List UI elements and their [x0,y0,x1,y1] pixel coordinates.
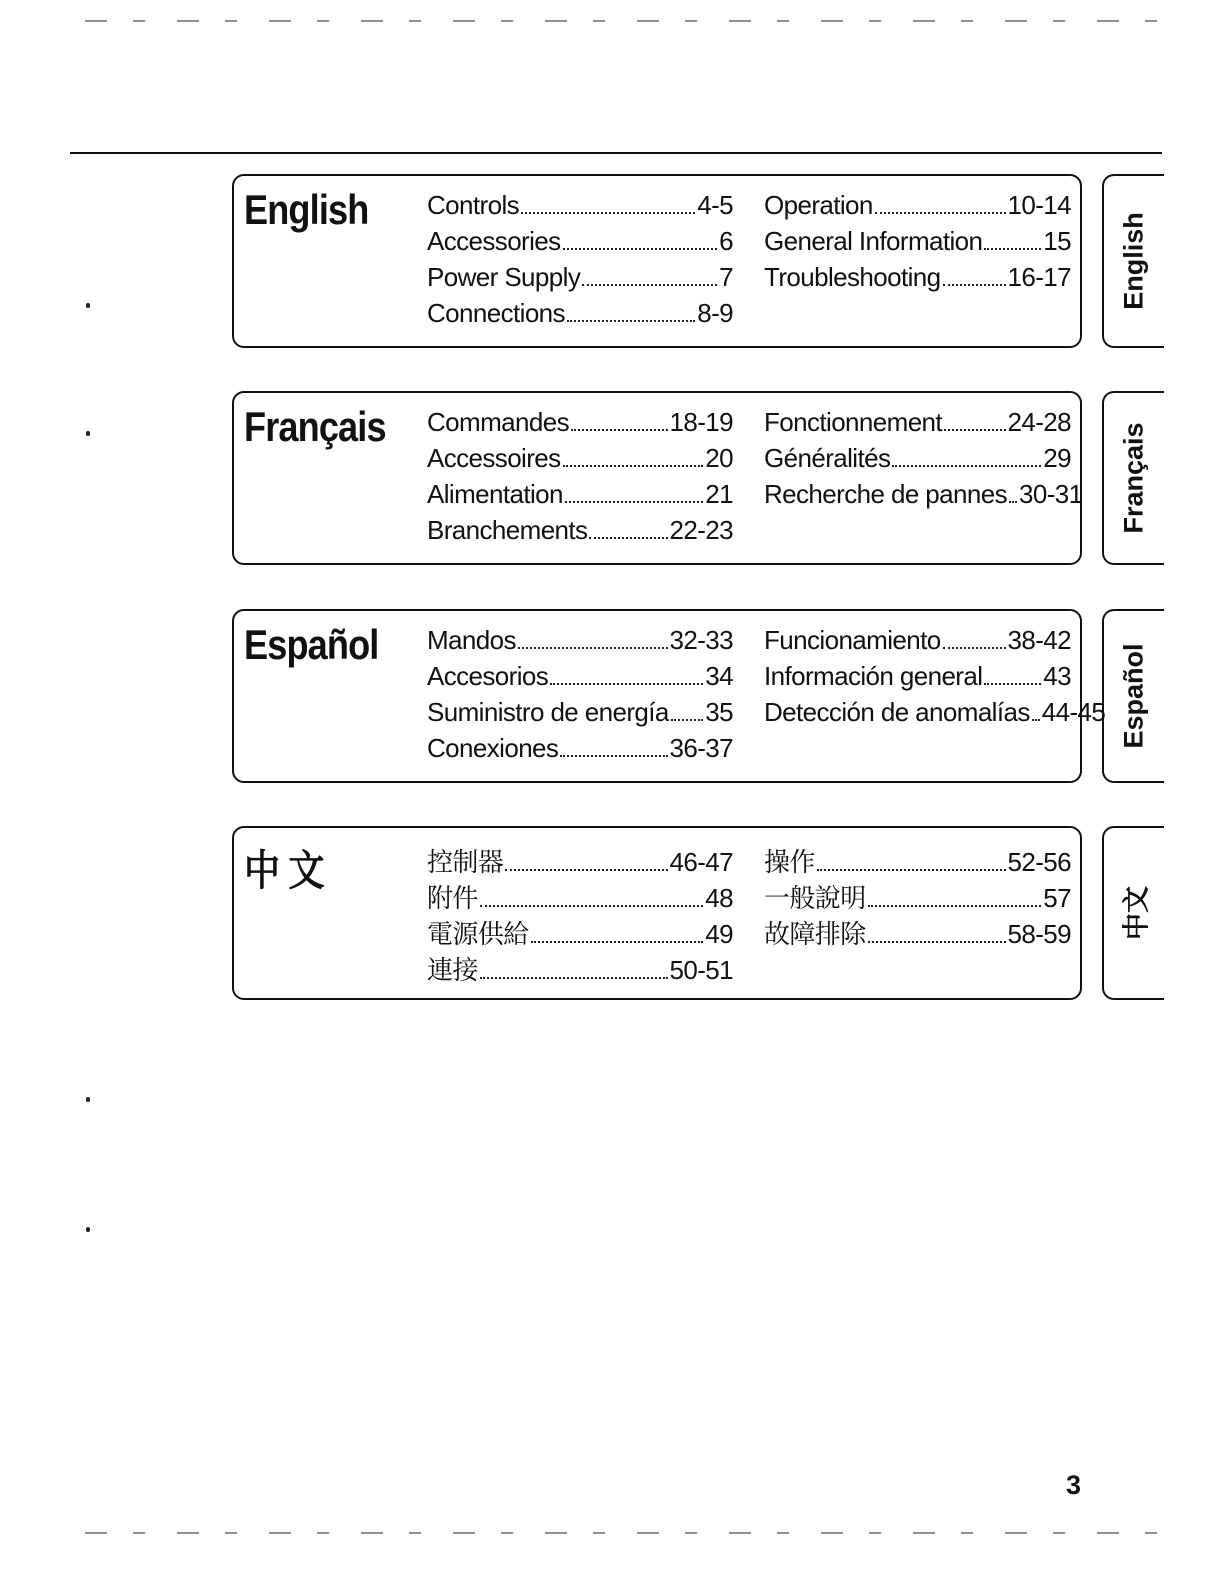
toc-entry[interactable] [764,878,1071,914]
language-tab-english[interactable] [1102,174,1164,348]
toc-section-english [232,174,1082,348]
entry-pages: 22-23 [669,515,733,545]
tab-label: 中文 [1121,886,1152,940]
entry-pages: 7 [719,262,733,292]
toc-entry[interactable] [427,262,733,298]
entry-label: Accessories [427,226,561,256]
toc-entry[interactable] [427,298,733,334]
toc-entry[interactable] [764,443,1071,479]
toc-entry[interactable] [427,407,733,443]
dot-leader [565,501,703,503]
dot-leader [868,941,1006,943]
scan-speck [86,303,90,308]
entry-pages: 16-17 [1007,262,1071,292]
entry-label: 控制器 [427,847,504,877]
dot-leader [521,212,695,214]
entry-label: Conexiones [427,733,559,763]
dot-leader [531,941,704,943]
toc-entry[interactable] [427,661,733,697]
entry-pages: 15 [1043,226,1071,256]
dot-leader [943,647,1006,649]
entry-label: Información general [764,661,983,691]
entry-pages: 21 [705,479,733,509]
entry-pages: 6 [719,226,733,256]
entry-pages: 52-56 [1007,847,1071,877]
tab-label: English [1118,212,1149,310]
toc-entry[interactable] [427,733,733,769]
entry-label: Power Supply [427,262,581,292]
toc-entry[interactable] [764,407,1071,443]
toc-column-right [764,407,1083,515]
entry-label: Alimentation [427,479,563,509]
scan-speck [86,431,90,436]
toc-entry[interactable] [764,262,1071,298]
entry-pages: 4-5 [697,190,733,220]
dot-leader [563,465,704,467]
toc-entry[interactable] [764,625,1071,661]
dot-leader [984,683,1041,685]
entry-label: Troubleshooting [764,262,941,292]
toc-entry[interactable] [427,842,733,878]
bottom-scan-dashes [85,1532,1160,1534]
entry-label: Accesorios [427,661,549,691]
entry-label: Connections [427,298,565,328]
entry-label: Operation [764,190,873,220]
top-scan-dashes [85,20,1160,22]
scan-speck [86,1227,90,1232]
section-title: English [244,186,369,233]
entry-pages: 49 [705,919,733,949]
section-title: Français [244,403,386,450]
dot-leader [817,869,1006,871]
entry-pages: 30-31 [1019,479,1083,509]
entry-label: Commandes [427,407,569,437]
entry-label: Mandos [427,625,516,655]
toc-column-left [427,842,733,986]
entry-pages: 38-42 [1007,625,1071,655]
entry-pages: 44-45 [1041,697,1106,727]
language-tab-espanol[interactable] [1102,609,1164,783]
entry-pages: 50-51 [669,955,733,985]
dot-leader [875,212,1006,214]
entry-label: Branchements [427,515,588,545]
section-title: Español [244,621,379,668]
scan-speck [86,1097,90,1102]
toc-entry[interactable] [427,226,733,262]
page-number: 3 [1066,1470,1082,1500]
dot-leader [550,683,703,685]
toc-section-chinese [232,826,1082,1000]
entry-pages: 57 [1043,883,1071,913]
dot-leader [1009,501,1017,503]
entry-pages: 58-59 [1007,919,1071,949]
entry-label: 連接 [427,955,478,985]
entry-pages: 46-47 [669,847,733,877]
toc-section-francais [232,391,1082,565]
entry-label: 附件 [427,883,478,913]
language-tab-francais[interactable] [1102,391,1164,565]
toc-entry[interactable] [764,697,1106,733]
entry-label: 一般說明 [764,883,866,913]
entry-label: Accessoires [427,443,561,473]
toc-column-left [427,625,733,769]
toc-entry[interactable] [427,625,733,661]
toc-entry[interactable] [427,190,733,226]
tab-label: Français [1118,422,1149,534]
dot-leader [480,905,703,907]
header-rule [70,152,1162,154]
toc-entry[interactable] [427,914,733,950]
entry-pages: 48 [705,883,733,913]
entry-pages: 36-37 [669,733,733,763]
dot-leader [1032,719,1040,721]
toc-entry[interactable] [764,842,1071,878]
entry-pages: 43 [1043,661,1071,691]
entry-label: 電源供給 [427,919,529,949]
entry-pages: 24-28 [1007,407,1071,437]
toc-entry[interactable] [427,697,733,733]
toc-entry[interactable] [764,914,1071,950]
entry-label: Suministro de energía [427,697,669,727]
dot-leader [560,755,667,757]
entry-label: Detección de anomalías [764,697,1030,727]
entry-label: Controls [427,190,520,220]
entry-pages: 35 [705,697,733,727]
toc-column-right [764,842,1071,950]
tab-label: Español [1118,643,1149,749]
entry-pages: 29 [1043,443,1071,473]
dot-leader [563,248,718,250]
entry-pages: 10-14 [1007,190,1071,220]
toc-section-espanol [232,609,1106,783]
toc-entry[interactable] [764,226,1071,262]
entry-pages: 18-19 [669,407,733,437]
dot-leader [868,905,1042,907]
toc-column-right [764,625,1106,733]
dot-leader [505,869,667,871]
toc-entry[interactable] [764,479,1083,515]
toc-column-right [764,190,1071,298]
dot-leader [892,465,1041,467]
dot-leader [589,537,667,539]
toc-entry[interactable] [764,661,1071,697]
entry-pages: 20 [705,443,733,473]
entry-label: 故障排除 [764,919,866,949]
toc-column-left [427,407,733,551]
toc-entry[interactable] [427,950,733,986]
entry-pages: 32-33 [669,625,733,655]
language-tab-chinese[interactable] [1102,826,1164,1000]
entry-label: Funcionamiento [764,625,941,655]
toc-entry[interactable] [427,515,733,551]
toc-entry[interactable] [427,443,733,479]
dot-leader [571,429,668,431]
dot-leader [671,719,704,721]
entry-pages: 8-9 [697,298,733,328]
toc-entry[interactable] [764,190,1071,226]
dot-leader [943,284,1006,286]
entry-pages: 34 [705,661,733,691]
entry-label: Généralités [764,443,891,473]
entry-label: General Information [764,226,983,256]
entry-label: Recherche de pannes [764,479,1008,509]
toc-column-left [427,190,733,334]
entry-label: 操作 [764,847,815,877]
toc-entry[interactable] [427,878,733,914]
dot-leader [582,284,717,286]
toc-entry[interactable] [427,479,733,515]
dot-leader [567,320,695,322]
dot-leader [480,977,668,979]
section-title: 中 文 [244,847,324,894]
entry-label: Fonctionnement [764,407,943,437]
dot-leader [944,429,1005,431]
dot-leader [518,647,668,649]
dot-leader [984,248,1041,250]
